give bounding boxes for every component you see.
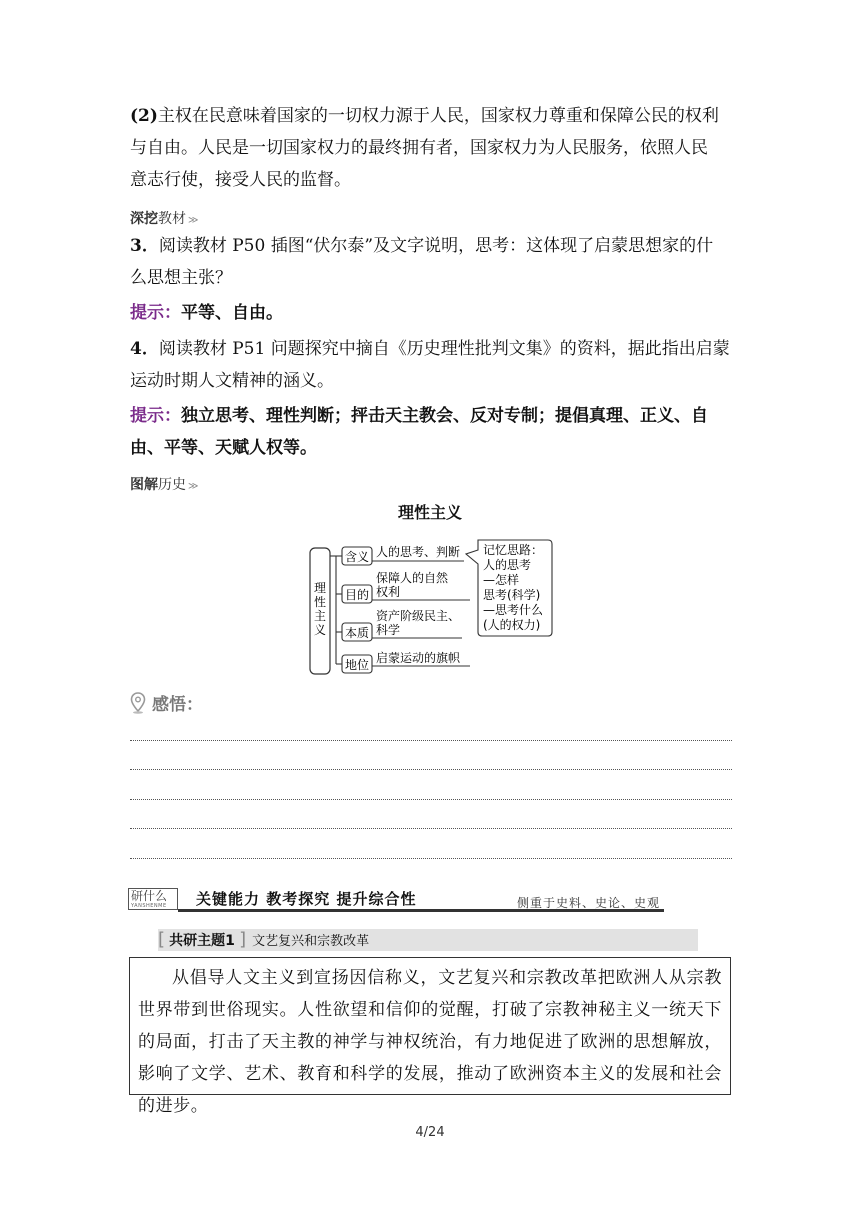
- diagram-root-char: 理: [313, 581, 327, 595]
- paragraph-number: (2): [130, 106, 158, 126]
- topic-header: [158, 929, 698, 951]
- question-number: 3．: [130, 236, 159, 256]
- section-tag-text: 教材: [158, 211, 186, 227]
- section-banner: [128, 886, 664, 914]
- logo-subtext: YANSHENME: [131, 903, 167, 909]
- branch-label-purpose: 目的: [344, 588, 370, 602]
- reflection-label: 感悟：: [152, 695, 203, 715]
- memo-line: 思考(科学): [483, 588, 541, 602]
- writing-line[interactable]: [130, 828, 732, 829]
- section-tag-bold: 图解: [130, 477, 158, 493]
- section-tag-bold: 深挖: [130, 211, 158, 227]
- branch-label-essence: 本质: [344, 626, 370, 640]
- question-line: 阅读教材 P51 问题探究中摘自《历史理性批判文集》的资料，据此指出启蒙: [158, 339, 730, 359]
- hint-text: 由、平等、天赋人权等。: [130, 438, 317, 458]
- writing-line[interactable]: [130, 769, 732, 770]
- location-pin-icon: [130, 692, 146, 714]
- memo-line: 记忆思路：: [483, 543, 544, 557]
- topic-bracket: ]: [239, 929, 247, 950]
- branch-text: 人的思考、判断: [376, 545, 461, 559]
- hint-label: 提示：: [130, 303, 181, 323]
- writing-line[interactable]: [130, 799, 732, 800]
- chevron-down-icon: ≫: [188, 481, 199, 492]
- branch-text: 保障人的自然: [376, 571, 449, 585]
- question-line: 么思想主张？: [130, 268, 232, 288]
- question-line: 运动时期人文精神的涵义。: [130, 371, 334, 391]
- memo-line: —思考什么: [483, 603, 544, 617]
- writing-line[interactable]: [130, 740, 732, 741]
- question-line: 阅读教材 P50 插图“伏尔泰”及文字说明，思考：这体现了启蒙思想家的什: [158, 236, 714, 256]
- hint-text: 平等、自由。: [181, 303, 283, 323]
- branch-label-status: 地位: [344, 658, 370, 672]
- banner-side-note: 侧重于史料、史论、史观: [516, 896, 660, 910]
- topic-paragraph: 从倡导人文主义到宣扬因信称义，文艺复兴和宗教改革把欧洲人从宗教世界带到世俗现实。人性欲望和信仰的觉醒，打破了宗教神秘主义一统天下的局面，打击了天主教的神学与神权统治，有力地促进了欧洲的思想解放，影响了文学、艺术、教育和科学的发展，推动了欧洲资本主义的发展和社会的进步。: [138, 968, 722, 1116]
- paragraph-line: 主权在民意味着国家的一切权力源于人民，国家权力尊重和保障公民的权利: [157, 106, 719, 126]
- paragraph-line: 意志行使，接受人民的监督。: [130, 170, 351, 190]
- diagram-root-char: 主: [313, 609, 327, 623]
- diagram-title: 理性主义: [397, 503, 462, 522]
- hint-text: 独立思考、理性判断；抨击天主教会、反对专制；提倡真理、正义、自: [181, 406, 708, 426]
- memo-line: (人的权力): [483, 618, 541, 632]
- diagram-root-char: 性: [313, 595, 327, 609]
- memo-line: —怎样: [483, 573, 520, 587]
- hint-label: 提示：: [130, 406, 181, 426]
- branch-text: 权利: [376, 585, 401, 599]
- topic-number: 共研主题1: [169, 933, 235, 949]
- branch-text: 科学: [376, 623, 401, 637]
- section-tag-text: 历史: [158, 477, 186, 493]
- writing-line[interactable]: [130, 858, 732, 859]
- chevron-down-icon: ≫: [188, 215, 199, 226]
- logo-text: 研什么: [131, 889, 168, 903]
- memo-line: 人的思考: [483, 558, 532, 572]
- topic-title: 文艺复兴和宗教改革: [252, 934, 370, 949]
- paragraph-line: 与自由。人民是一切国家权力的最终拥有者，国家权力为人民服务，依照人民: [130, 138, 708, 158]
- topic-text-box: [129, 957, 731, 1116]
- branch-text: 资产阶级民主、: [376, 609, 461, 623]
- question-number: 4．: [130, 339, 159, 359]
- page-number: 4/24: [415, 1125, 445, 1140]
- branch-label-meaning: 含义: [344, 550, 370, 564]
- branch-text: 启蒙运动的旗帜: [376, 651, 461, 665]
- topic-bracket: [: [158, 929, 166, 950]
- yanshenme-logo: [128, 888, 178, 910]
- banner-title: 关键能力 教考探究 提升综合性: [196, 890, 417, 908]
- reflection-heading: [130, 690, 203, 715]
- diagram-root-char: 义: [313, 623, 327, 637]
